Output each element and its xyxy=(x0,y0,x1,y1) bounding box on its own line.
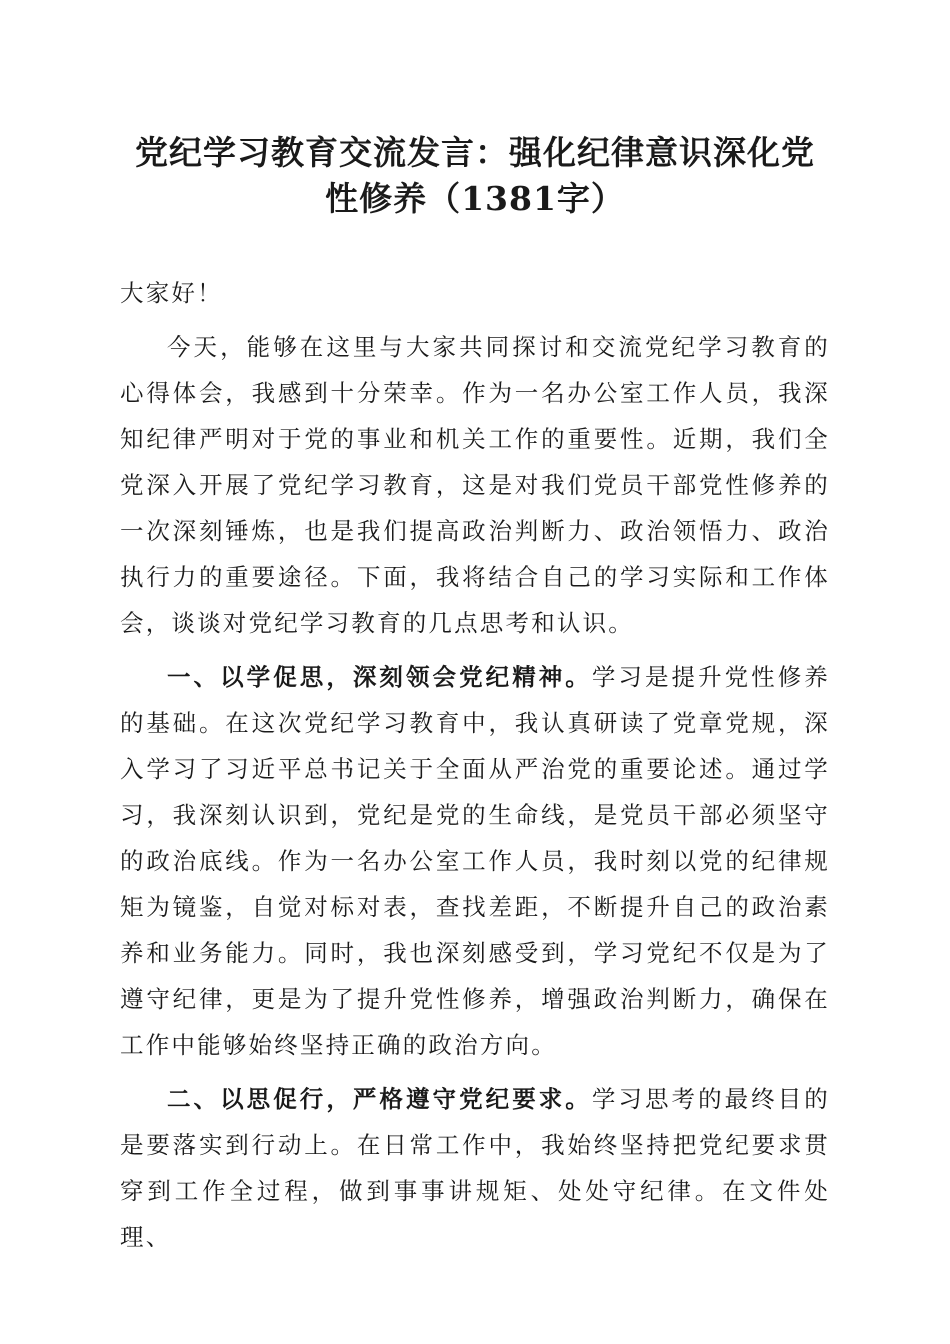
title-line-2: 性修养（1381字） xyxy=(325,179,625,218)
document-title xyxy=(120,130,830,222)
paragraph-text: 学习思考的最终目的是要落实到行动上。在日常工作中，我始终坚持把党纪要求贯穿到工作全过程，做到事事讲规矩、处处守纪律。在文件处理、 xyxy=(120,1085,830,1251)
document-page xyxy=(120,130,830,1268)
title-line-1: 党纪学习教育交流发言：强化纪律意识深化党 xyxy=(135,133,815,172)
section-heading: 二、以思促行，严格遵守党纪要求。 xyxy=(167,1085,592,1113)
section-heading: 一、以学促思，深刻领会党纪精神。 xyxy=(167,663,592,691)
paragraph-intro xyxy=(120,324,830,646)
paragraph-text: 学习是提升党性修养的基础。在这次党纪学习教育中，我认真研读了党章党规，深入学习了习近平总书记关于全面从严治党的重要论述。通过学习，我深刻认识到，党纪是党的生命线，是党员干部必须坚守的政治底线。作为一名办公室工作人员，我时刻以党的纪律规矩为镜鉴，自觉对标对表，查找差距，不断提升自己的政治素养和业务能力。同时，我也深刻感受到，学习党纪不仅是为了遵守纪律，更是为了提升党性修养，增强政治判断力，确保在工作中能够始终坚持正确的政治方向。 xyxy=(120,663,830,1059)
greeting: 大家好！ xyxy=(120,279,223,307)
paragraph-section-2 xyxy=(120,1076,830,1260)
paragraph-section-1 xyxy=(120,654,830,1068)
paragraph-text: 今天，能够在这里与大家共同探讨和交流党纪学习教育的心得体会，我感到十分荣幸。作为一名办公室工作人员，我深知纪律严明对于党的事业和机关工作的重要性。近期，我们全党深入开展了党纪学习教育，这是对我们党员干部党性修养的一次深刻锤炼，也是我们提高政治判断力、政治领悟力、政治执行力的重要途径。下面，我将结合自己的学习实际和工作体会，谈谈对党纪学习教育的几点思考和认识。 xyxy=(120,333,830,637)
